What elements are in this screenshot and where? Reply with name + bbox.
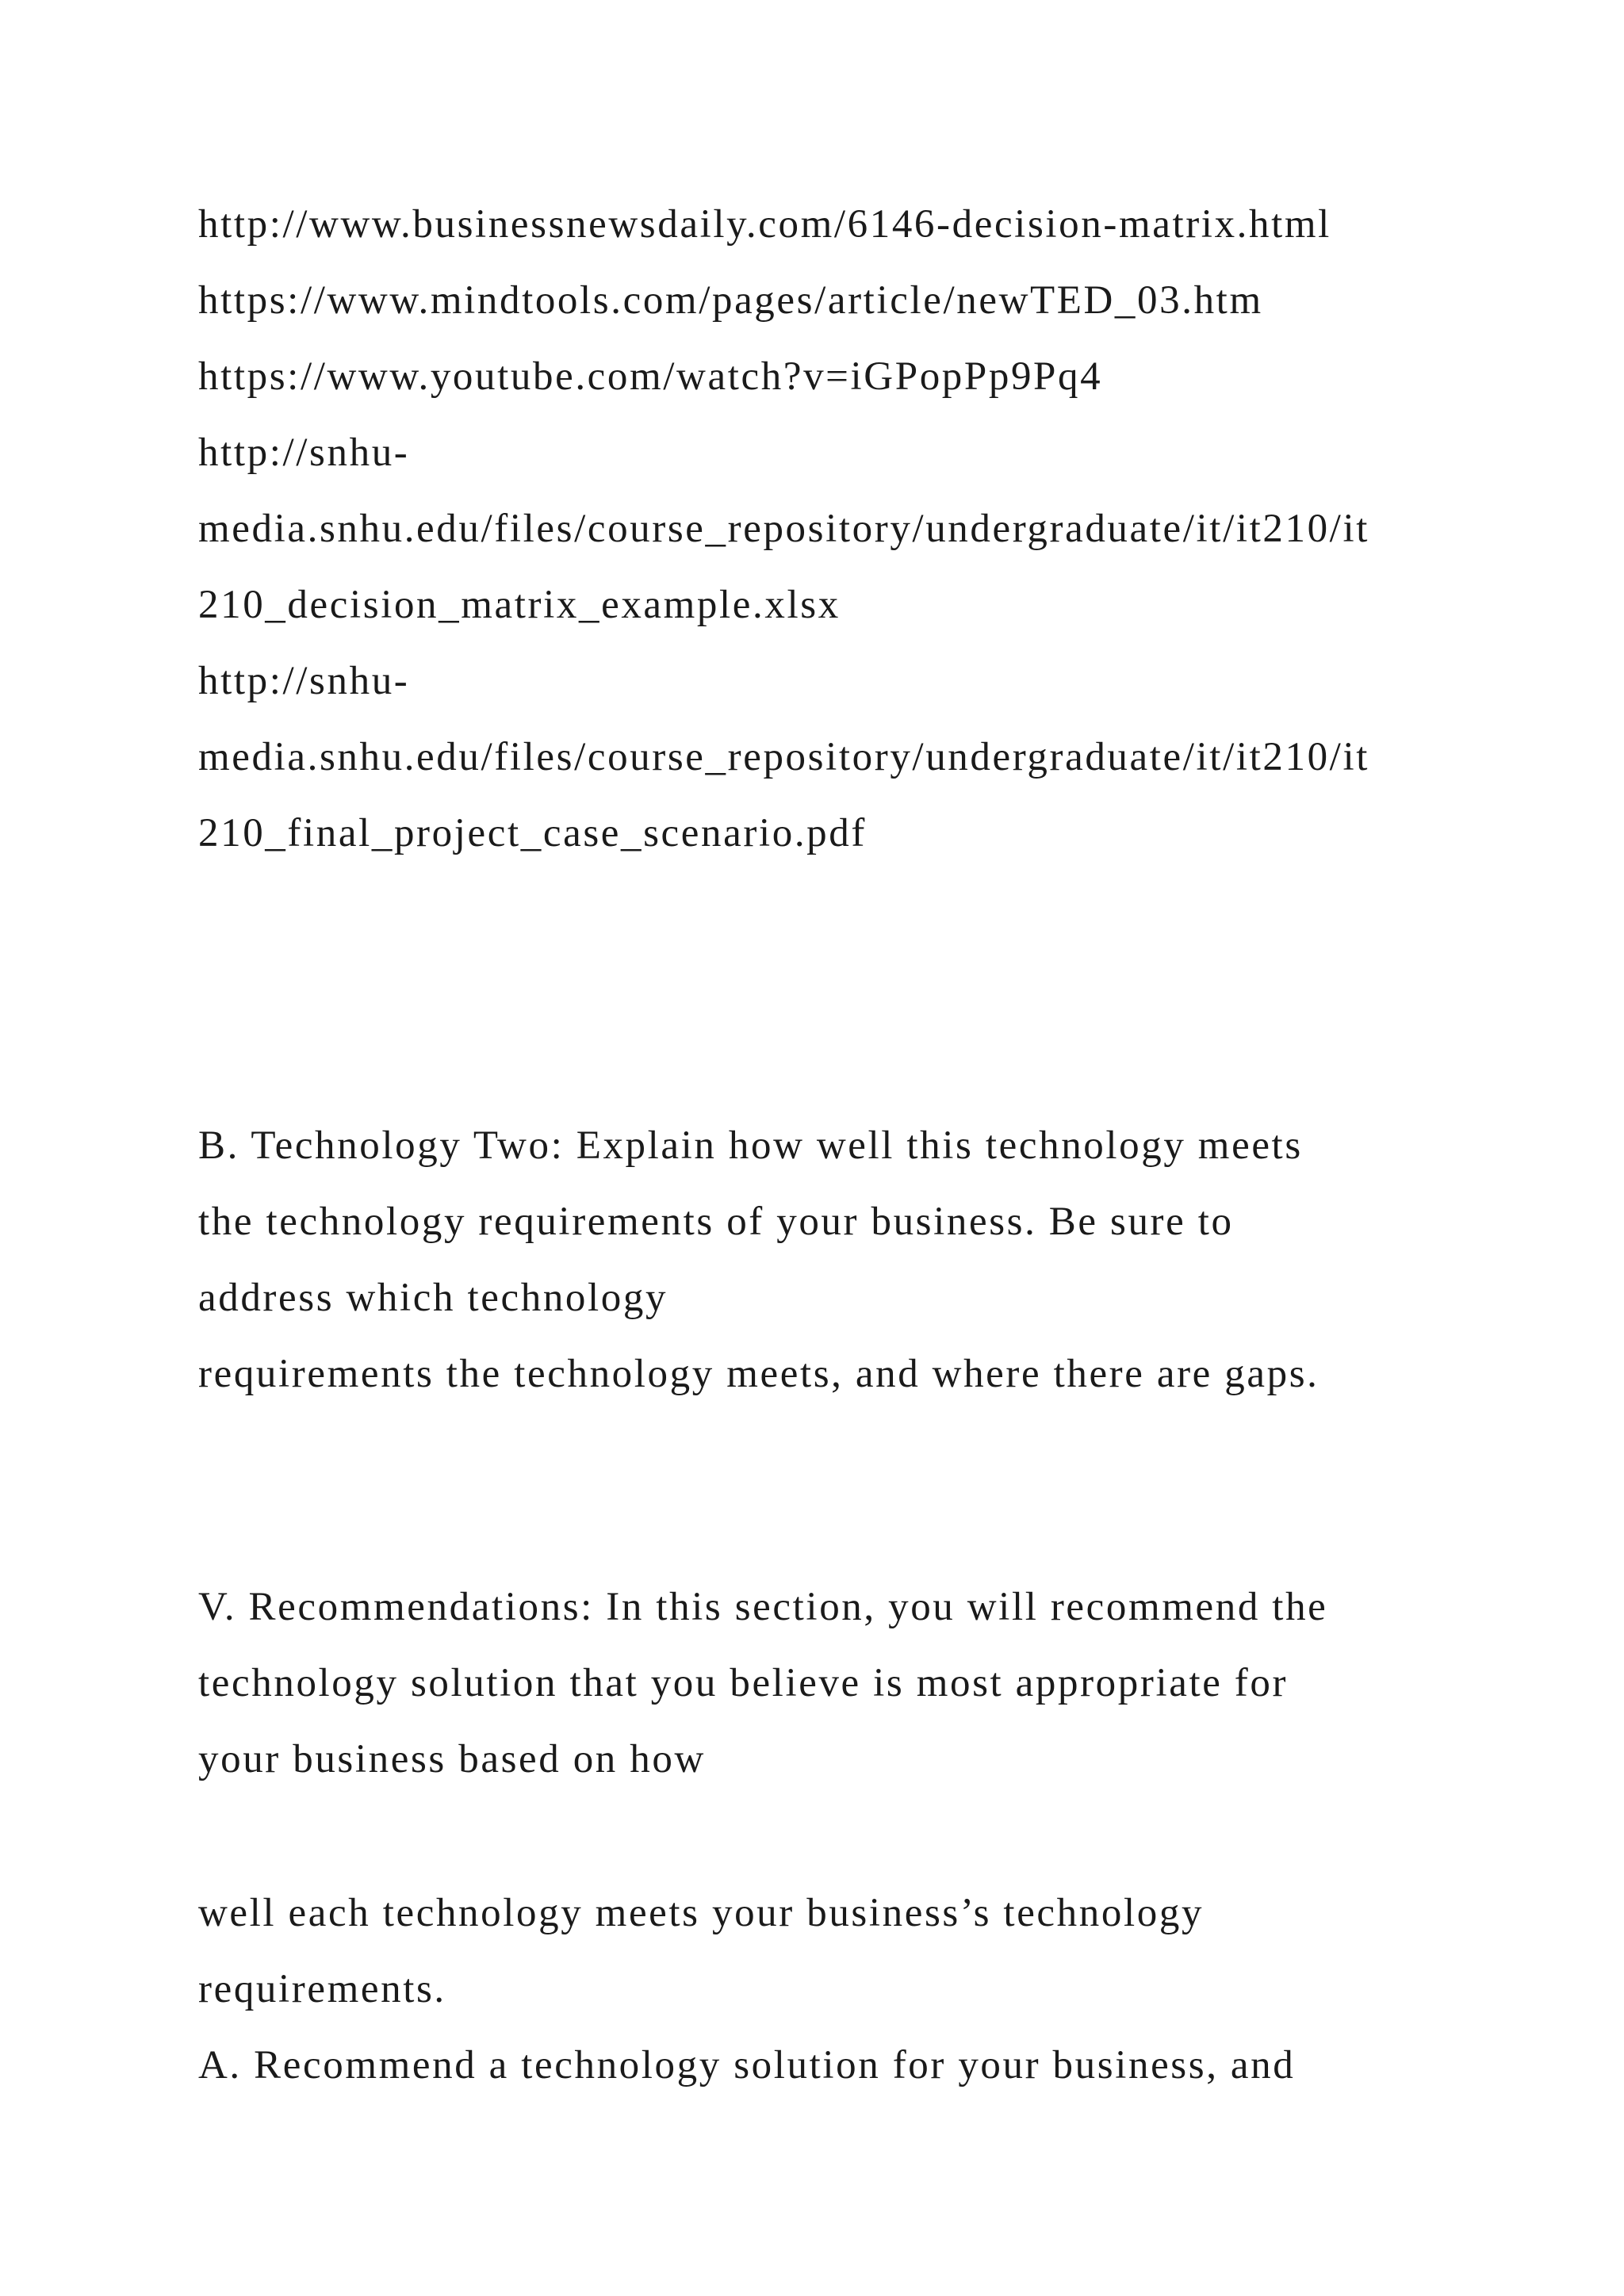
recommendations-line: technology solution that you believe is most appropriate for [198, 1661, 1289, 1705]
reference-line: http://snhu- [198, 659, 410, 703]
technology-two-line: address which technology [198, 1276, 668, 1320]
recommendations-line: your business based on how [198, 1737, 706, 1781]
reference-line: https://www.mindtools.com/pages/article/newTED_03.htm [198, 278, 1263, 323]
technology-two-line: the technology requirements of your business. Be sure to [198, 1200, 1234, 1244]
recommendations-line: V. Recommendations: In this section, you will recommend the [198, 1585, 1328, 1629]
reference-line: https://www.youtube.com/watch?v=iGPopPp9Pq4 [198, 354, 1103, 399]
reference-line: media.snhu.edu/files/course_repository/undergraduate/it/it210/it [198, 735, 1369, 779]
recommendations-line: A. Recommend a technology solution for your business, and [198, 2043, 1296, 2087]
reference-line: http://snhu- [198, 430, 410, 475]
reference-line: media.snhu.edu/files/course_repository/undergraduate/it/it210/it [198, 507, 1369, 551]
recommendations-line: requirements. [198, 1967, 446, 2011]
technology-two-line: B. Technology Two: Explain how well this technology meets [198, 1123, 1303, 1168]
reference-line: 210_decision_matrix_example.xlsx [198, 583, 841, 627]
recommendations-line: well each technology meets your business’s technology [198, 1891, 1205, 1935]
reference-line: http://www.businessnewsdaily.com/6146-decision-matrix.html [198, 202, 1331, 247]
reference-line: 210_final_project_case_scenario.pdf [198, 811, 867, 855]
technology-two-line: requirements the technology meets, and where there are gaps. [198, 1352, 1320, 1396]
